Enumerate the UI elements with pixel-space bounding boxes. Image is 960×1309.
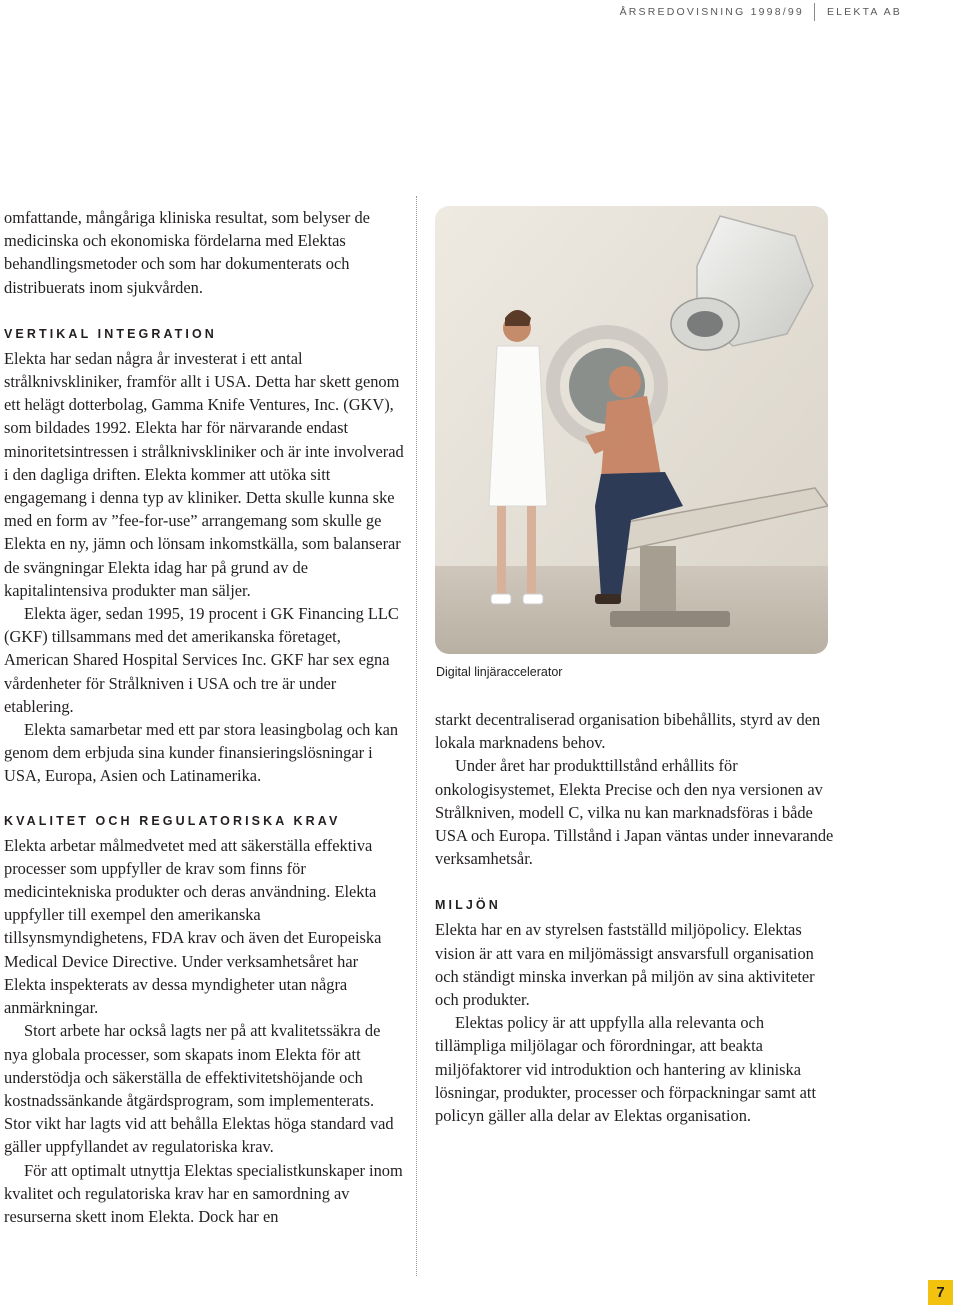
photo-caption: Digital linjäraccelerator xyxy=(436,665,563,679)
quality-paragraph-2: Stort arbete har också lagts ner på att kvalitetssäkra de nya globala processer, som skapats inom Elekta för att understödja och säkerställa de effektivitetshöjande och kostnadssänkande åtgärdsprogram, som implementerats. Stor vikt har lagts vid att behålla Elektas höga standard vad gäller uppfyllandet av regulatoriska krav. xyxy=(4,1021,394,1157)
running-header xyxy=(620,3,902,21)
header-separator xyxy=(814,3,815,21)
right-paragraph-2: Under året har produkttillstånd erhållits för onkologisystemet, Elekta Precise och den nya versionen av Strålkniven, modell C, vilka nu kan marknadsföras i både USA och Europa. Tillstånd i Japan väntas under innevarande verksamhetsår. xyxy=(435,756,834,869)
environment-paragraph-1: Elekta har en av styrelsen fastställd miljöpolicy. Elektas vision är att vara en miljömässigt ansvarsfull organisation och ständigt minska inverkan på miljön av sina aktiviteter och produkter. xyxy=(435,920,815,1010)
quality-paragraph-1: Elekta arbetar målmedvetet med att säkerställa effektiva processer som uppfyller de krav som finns för medicintekniska produkter och deras användning. Elekta uppfyller till exempel den amerikanska tillsynsmyndighetens, FDA krav och även det Europeiska Medical Device Directive. Under verksamhetsåret har Elekta inspekterats av dessa myndigheter utan några anmärkningar. xyxy=(4,835,382,1018)
vertical-integration-paragraph-2: Elekta äger, sedan 1995, 19 procent i GK Financing LLC (GKF) tillsammans med det amerikanska företaget, American Shared Hospital Services Inc. GKF har sex egna vårdenheter för Strålkniven i USA och tre är under etablering. xyxy=(4,604,399,716)
vertical-integration-paragraph-1: Elekta har sedan några år investerat i ett antal strålknivskliniker, framför allt i USA. Detta har skett genom ett helägt dotterbolag, Gamma Knife Ventures, Inc. (GKV), som bildades 1992. Elekta har för närvarande endast minoritetsintressen i strålknivskliniker och är inte involverad i den dagliga driften. Elekta kommer att utöka sitt engagemang i denna typ av kliniker. Detta skulle kunna ske med en form av ”fee-for-use” arrangemang som skulle ge Elekta en ny, jämn och lönsam inkomstkälla, som balanserar de svängningar Elekta idag har på grund av de kapitalintensiva produkter man säljer. xyxy=(4,348,404,600)
right-paragraph-1: starkt decentraliserad organisation bibehållits, styrd av den lokala marknadens behov. xyxy=(435,710,821,753)
intro-paragraph: omfattande, mångåriga kliniska resultat, som belyser de medicinska och ekonomiska fördelarna med Elektas behandlingsmetoder och som har dokumenterats och distribuerats inom sjukvården. xyxy=(4,208,370,297)
section-heading-environment: MILJÖN xyxy=(435,898,501,913)
quality-paragraph-3: För att optimalt utnyttja Elektas specialistkunskaper inom kvalitet och regulatoriska krav har en samordning av resurserna skett inom Elekta. Dock har en xyxy=(4,1160,403,1226)
section-heading-quality-regulatory: KVALITET OCH REGULATORISKA KRAV xyxy=(4,813,341,828)
column-divider xyxy=(416,196,417,1276)
environment-paragraph-2: Elektas policy är att uppfylla alla relevanta och tillämpliga miljölagar och förordningar, att beakta miljöfaktorer vid introduktion och hantering av kliniska lösningar, produkter, processer och förpackningar samt att policyn gäller alla delar av Elektas organisation. xyxy=(435,1013,817,1126)
right-column xyxy=(435,708,835,1127)
vertical-integration-paragraph-3: Elekta samarbetar med ett par stora leasingbolag och kan genom dem erbjuda sina kunder finansieringslösningar i USA, Europa, Asien och Latinamerika. xyxy=(4,720,399,786)
section-heading-vertical-integration: VERTIKAL INTEGRATION xyxy=(4,326,217,341)
left-column xyxy=(4,206,404,1228)
header-company-name: ELEKTA AB xyxy=(826,6,902,18)
linear-accelerator-photo xyxy=(435,206,828,654)
header-report-title: ÅRSREDOVISNING 1998/99 xyxy=(619,6,804,18)
page-number-badge: 7 xyxy=(928,1280,953,1305)
